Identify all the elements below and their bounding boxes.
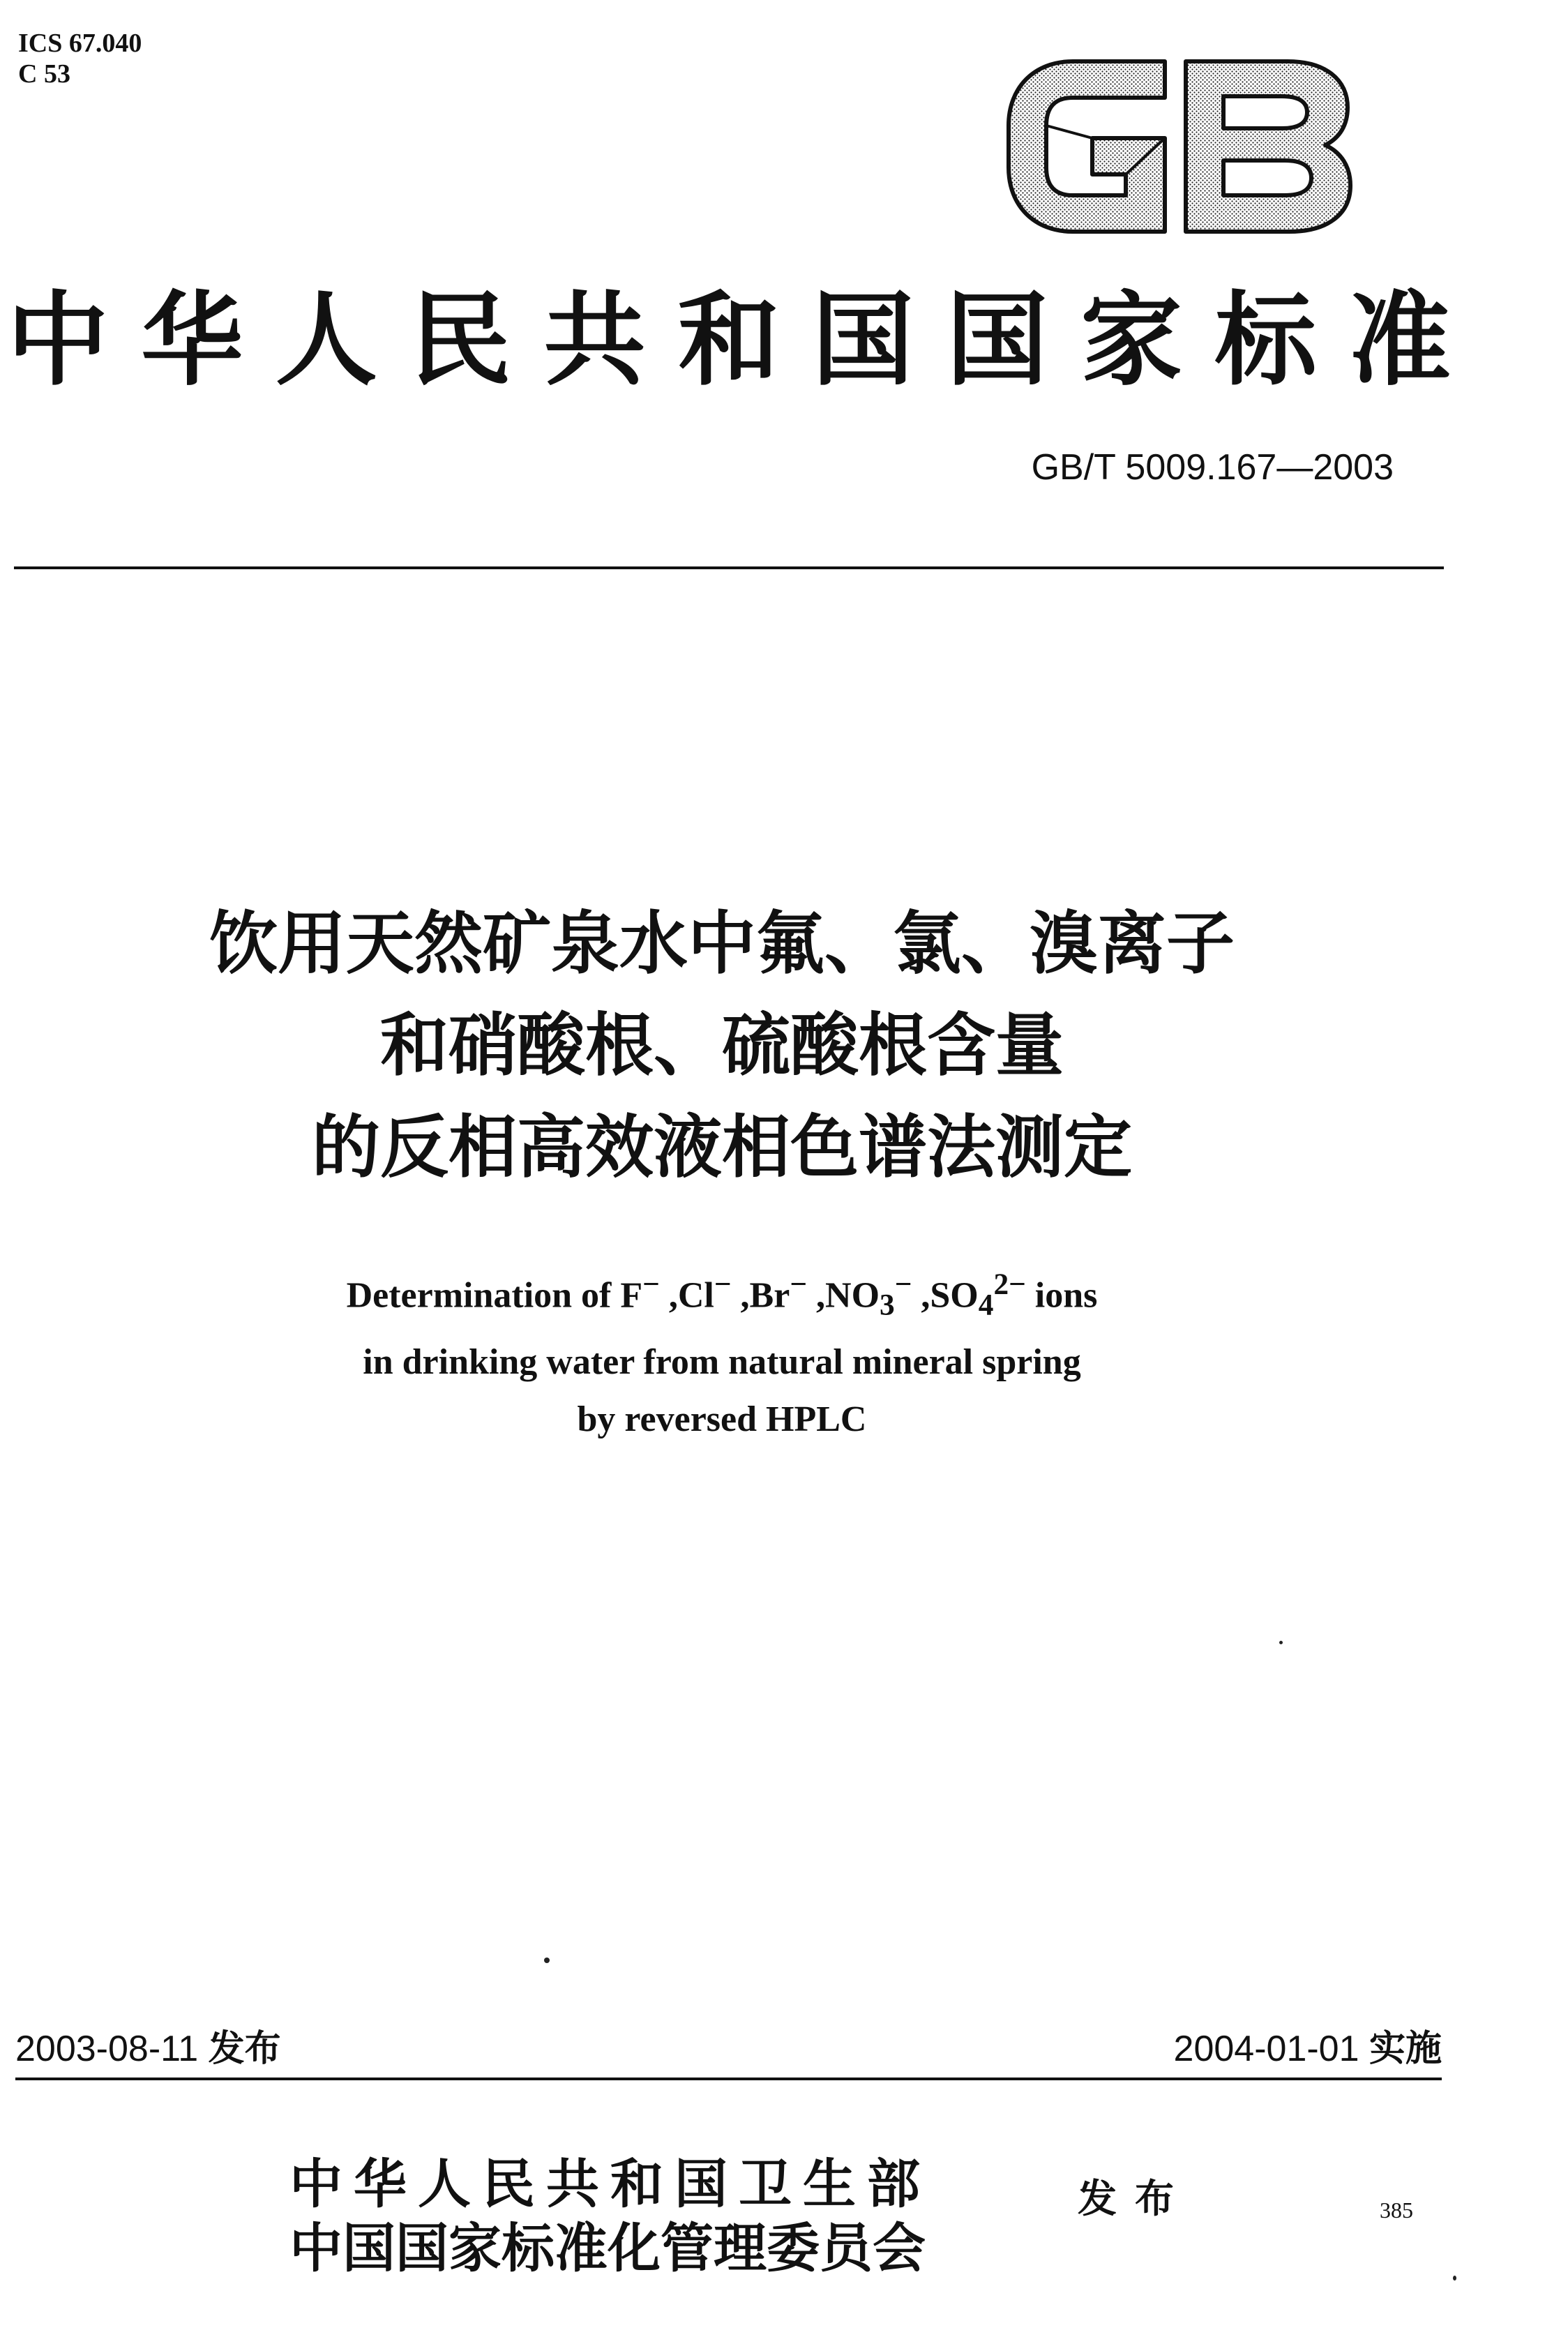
so4-charge: 2− [993, 1268, 1026, 1301]
en-text: ,Br [731, 1275, 790, 1316]
title-char: 人 [275, 280, 377, 400]
title-char: 中 [7, 280, 109, 400]
no3-charge: − [894, 1268, 912, 1301]
title-char: 国 [946, 280, 1048, 400]
effective-label: 实施 [1369, 2028, 1442, 2070]
chinese-title [0, 893, 1444, 1199]
english-title-line-2: in drinking water from natural mineral spring [363, 1342, 1081, 1382]
page-number: 385 [1380, 2198, 1413, 2223]
chinese-title-line: 饮用天然矿泉水中氟、氯、溴离子 [209, 904, 1235, 984]
en-text: ,Cl [659, 1275, 714, 1316]
cl-charge: − [714, 1268, 732, 1301]
en-text: ,NO [807, 1275, 880, 1316]
title-char: 标 [1214, 280, 1317, 400]
effective-date: 2004-01-01 [1173, 2029, 1359, 2069]
en-text: Determination of F [346, 1275, 643, 1316]
national-standard-title [7, 278, 1451, 403]
title-char: 准 [1348, 280, 1451, 400]
classification-codes [18, 28, 142, 89]
english-title-line-1 [0, 1256, 1444, 1334]
f-charge: − [642, 1268, 660, 1301]
effective-date-block [1174, 2027, 1442, 2071]
chinese-title-line: 的反相高效液相色谱法测定 [311, 1108, 1132, 1187]
title-char: 和 [677, 280, 780, 400]
br-charge: − [790, 1268, 808, 1301]
ics-code: ICS 67.040 [18, 29, 142, 58]
header-divider [14, 566, 1444, 569]
en-text: ions [1025, 1275, 1098, 1316]
ccs-code: C 53 [18, 59, 70, 89]
date-row [15, 2027, 1442, 2071]
en-text: ,SO [912, 1275, 979, 1316]
title-char: 民 [409, 280, 512, 400]
no3-subscript: 3 [880, 1288, 895, 1322]
issuer-standardization-administration: 中国国家标准化管理委员会 [289, 2217, 926, 2279]
title-char: 华 [141, 280, 243, 400]
scan-speck [544, 1958, 550, 1963]
issuing-authorities [289, 2152, 931, 2281]
issuer-ministry-of-health: 中华人民共和国卫生部 [289, 2153, 931, 2215]
chinese-title-line: 和硝酸根、硫酸根含量 [379, 1006, 1064, 1085]
issue-date: 2003-08-11 [15, 2029, 199, 2069]
title-char: 共 [543, 280, 646, 400]
scan-speck [1453, 2276, 1456, 2281]
so4-subscript: 4 [978, 1288, 994, 1322]
issued-label: 发布 [1078, 2176, 1192, 2222]
issue-date-block [15, 2027, 281, 2071]
english-title [0, 1256, 1444, 1448]
issue-label: 发布 [208, 2028, 281, 2070]
english-title-line-3: by reversed HPLC [577, 1399, 867, 1439]
scan-speck [1279, 1641, 1283, 1644]
footer-divider [15, 2078, 1442, 2080]
standard-number: GB/T 5009.167—2003 [1031, 447, 1394, 488]
title-char: 家 [1080, 280, 1183, 400]
gb-logo [1003, 56, 1356, 237]
title-char: 国 [812, 280, 914, 400]
gb-logo-graphic [1003, 56, 1356, 237]
